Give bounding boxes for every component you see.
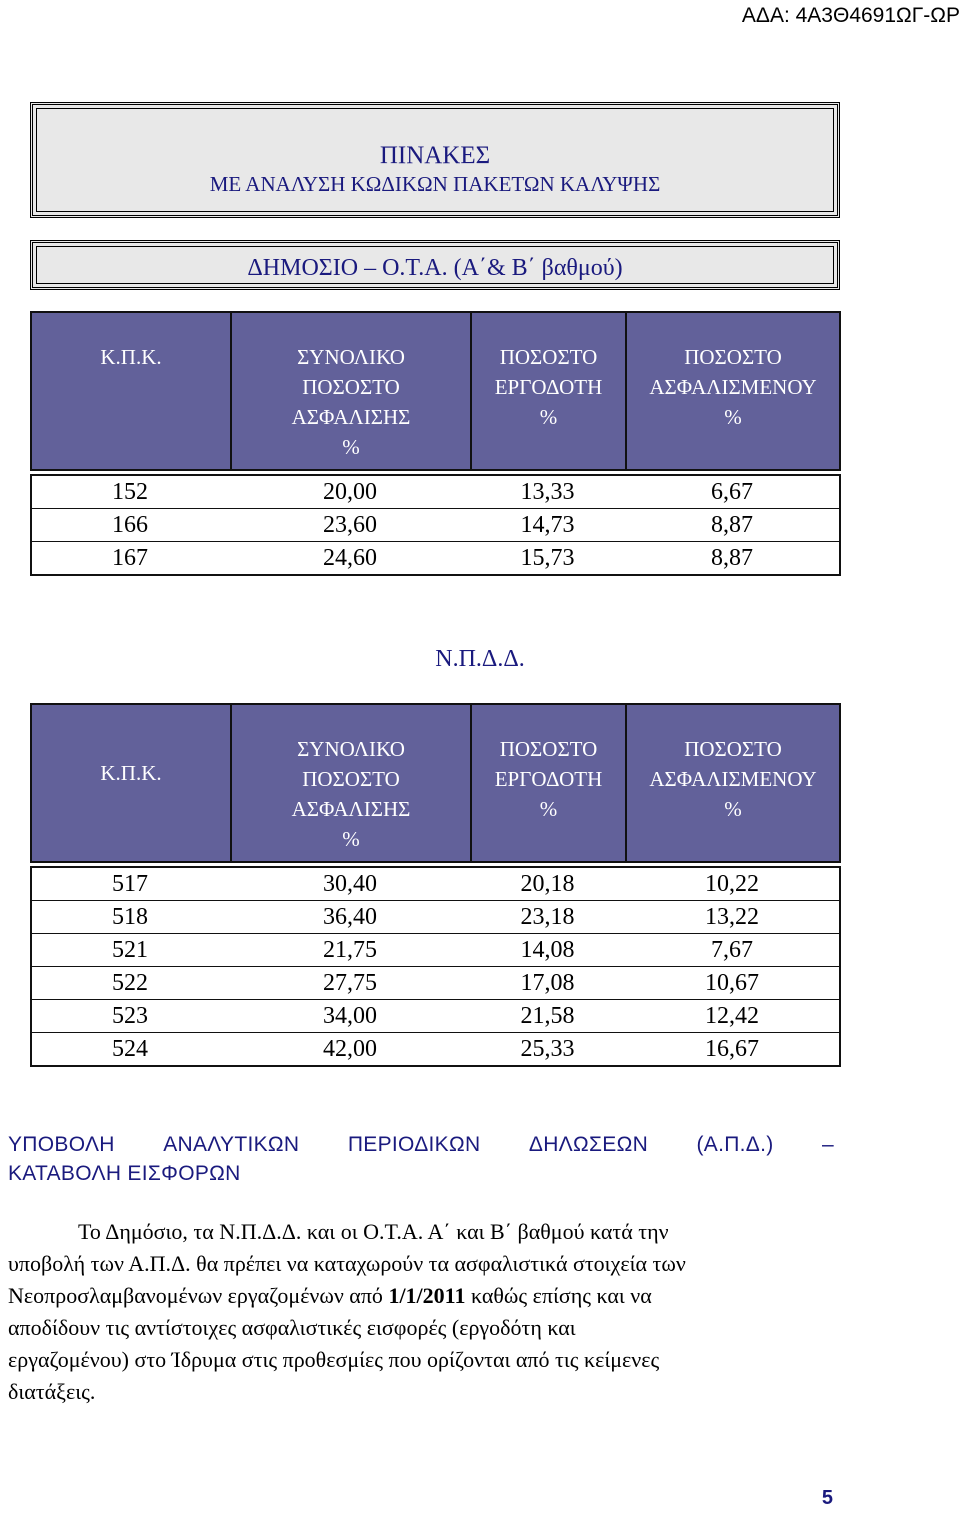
table1-header-employer <box>470 313 625 469</box>
table-row <box>32 933 839 966</box>
table-row <box>32 541 839 574</box>
table1-header-kpk <box>32 313 230 469</box>
insured-cell: 12,42 <box>705 1003 759 1029</box>
insured-cell: 10,67 <box>705 970 759 996</box>
table1-header-insured <box>625 313 839 469</box>
table1-header <box>30 311 841 471</box>
employer-cell: 20,18 <box>520 871 575 897</box>
employer-cell: 23,18 <box>520 904 575 930</box>
heading-word: – <box>821 1133 834 1156</box>
table-row <box>32 999 839 1032</box>
header-label: ΣΥΝΟΛΙΚΟ <box>297 737 405 761</box>
total-cell: 20,00 <box>323 479 377 505</box>
header-label: ΑΣΦΑΛΙΣΜΕΝΟΥ <box>649 767 817 791</box>
insured-cell: 7,67 <box>711 937 753 963</box>
kpk-cell: 524 <box>112 1036 148 1062</box>
kpk-cell: 523 <box>112 1003 148 1029</box>
paragraph-text: Νεοπροσλαμβανομένων εργαζομένων από <box>8 1283 383 1308</box>
table2-header-total <box>230 705 470 861</box>
heading-word: ΑΝΑΛΥΤΙΚΩΝ <box>163 1133 300 1156</box>
total-cell: 23,60 <box>323 512 377 538</box>
body-paragraph <box>8 1216 834 1408</box>
header-label: ΠΟΣΟΣΤΟ <box>499 737 598 761</box>
insured-cell: 8,87 <box>711 512 753 538</box>
header-label: % <box>724 405 742 429</box>
table1-header-total <box>230 313 470 469</box>
kpk-cell: 152 <box>112 479 148 505</box>
header-label: ΑΣΦΑΛΙΣΗΣ <box>291 405 411 429</box>
employer-cell: 25,33 <box>520 1036 575 1062</box>
kpk-cell: 166 <box>112 512 148 538</box>
total-cell: 27,75 <box>323 970 377 996</box>
insured-cell: 8,87 <box>711 545 753 571</box>
table2-header-insured <box>625 705 839 861</box>
table-row <box>32 1032 839 1065</box>
table1-body <box>30 474 841 576</box>
ada-code: ΑΔΑ: 4Α3Θ4691ΩΓ-ΩΡ <box>741 4 960 27</box>
header-label: ΠΟΣΟΣΤΟ <box>684 345 782 369</box>
employer-cell: 15,73 <box>520 545 575 571</box>
title-line-2: ΜΕ ΑΝΑΛΥΣΗ ΚΩΔΙΚΩΝ ΠΑΚΕΤΩΝ ΚΑΛΥΨΗΣ <box>209 172 661 196</box>
section-label-npdd: Ν.Π.Δ.Δ. <box>435 646 525 672</box>
heading-word: ΥΠΟΒΟΛΗ <box>8 1133 115 1156</box>
table-row <box>32 966 839 999</box>
header-label: Κ.Π.Κ. <box>100 761 162 785</box>
header-label: % <box>342 827 360 851</box>
total-cell: 24,60 <box>323 545 377 571</box>
table2-header-employer <box>470 705 625 861</box>
table2-body <box>30 866 841 1067</box>
title-line-1: ΠΙΝΑΚΕΣ <box>379 142 491 169</box>
table-row <box>32 476 839 508</box>
subtitle-box: ΔΗΜΟΣΙΟ – Ο.Τ.Α. (Α΄& Β΄ βαθμού) <box>30 240 840 290</box>
total-cell: 30,40 <box>323 871 377 897</box>
heading-line-1 <box>8 1130 834 1159</box>
header-label: ΠΟΣΟΣΤΟ <box>302 767 400 791</box>
total-cell: 21,75 <box>323 937 377 963</box>
paragraph-line: αποδίδουν τις αντίστοιχες ασφαλιστικές εισφορές (εργοδότη και <box>8 1315 576 1340</box>
insured-cell: 13,22 <box>705 904 759 930</box>
heading-line-2: ΚΑΤΑΒΟΛΗ ΕΙΣΦΟΡΩΝ <box>8 1162 241 1185</box>
heading-word: ΔΗΛΩΣΕΩΝ <box>528 1133 649 1156</box>
employer-cell: 14,08 <box>520 937 575 963</box>
header-label: % <box>724 797 742 821</box>
effective-date: 1/1/2011 <box>388 1283 466 1308</box>
employer-cell: 17,08 <box>520 970 575 996</box>
header-label: ΑΣΦΑΛΙΣΜΕΝΟΥ <box>649 375 817 399</box>
paragraph-line <box>8 1280 834 1312</box>
header-label: ΠΟΣΟΣΤΟ <box>302 375 400 399</box>
title-box <box>30 102 840 218</box>
paragraph-line: υποβολή των Α.Π.Δ. θα πρέπει να καταχωρούν τα ασφαλιστικά στοιχεία των <box>8 1251 686 1276</box>
kpk-cell: 522 <box>112 970 148 996</box>
employer-cell: 13,33 <box>520 479 575 505</box>
kpk-cell: 517 <box>112 871 148 897</box>
kpk-cell: 518 <box>112 904 148 930</box>
header-label: ΕΡΓΟΔΟΤΗ <box>494 375 603 399</box>
kpk-cell: 167 <box>112 545 148 571</box>
header-label: ΕΡΓΟΔΟΤΗ <box>494 767 603 791</box>
section-heading <box>8 1130 834 1188</box>
heading-word: (Α.Π.Δ.) <box>696 1133 774 1156</box>
insured-cell: 16,67 <box>705 1036 759 1062</box>
header-label: Κ.Π.Κ. <box>100 345 162 369</box>
table-row <box>32 900 839 933</box>
paragraph-text: καθώς επίσης και να <box>470 1283 652 1308</box>
table2-header-kpk <box>32 705 230 861</box>
total-cell: 36,40 <box>323 904 377 930</box>
paragraph-line: διατάξεις. <box>8 1379 96 1404</box>
table-row <box>32 508 839 541</box>
header-label: ΣΥΝΟΛΙΚΟ <box>297 345 405 369</box>
table-row <box>32 868 839 900</box>
insured-cell: 6,67 <box>711 479 753 505</box>
heading-word: ΠΕΡΙΟΔΙΚΩΝ <box>347 1133 481 1156</box>
header-label: % <box>342 435 360 459</box>
total-cell: 34,00 <box>323 1003 377 1029</box>
total-cell: 42,00 <box>323 1036 377 1062</box>
kpk-cell: 521 <box>112 937 148 963</box>
page-number: 5 <box>821 1487 833 1509</box>
employer-cell: 14,73 <box>520 512 575 538</box>
header-label: ΑΣΦΑΛΙΣΗΣ <box>291 797 411 821</box>
paragraph-line: Το Δημόσιο, τα Ν.Π.Δ.Δ. και οι Ο.Τ.Α. Α΄ και Β΄ βαθμού κατά την <box>78 1219 669 1244</box>
header-label: ΠΟΣΟΣΤΟ <box>684 737 782 761</box>
header-label: ΠΟΣΟΣΤΟ <box>499 345 598 369</box>
insured-cell: 10,22 <box>705 871 759 897</box>
header-label: % <box>539 405 558 429</box>
employer-cell: 21,58 <box>520 1003 575 1029</box>
header-label: % <box>539 797 558 821</box>
table2-header <box>30 703 841 863</box>
paragraph-line: εργαζομένου) στο Ίδρυμα στις προθεσμίες που ορίζονται από τις κείμενες <box>8 1347 660 1372</box>
